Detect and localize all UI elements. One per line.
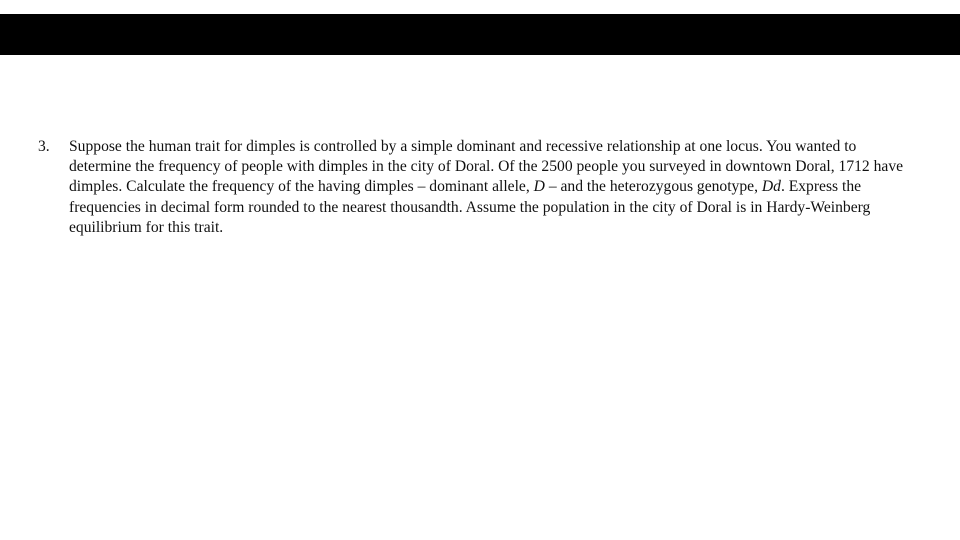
question-text-part-3: . Express the frequencies in decimal form rounded to the nearest thousandth. Assume the population in the city of Doral is in Hardy-Weinberg equilibrium for this trait.	[69, 178, 871, 236]
allele-symbol: D	[533, 178, 545, 196]
question-text	[69, 137, 918, 238]
genotype-symbol: Dd	[761, 178, 781, 196]
question-text-part-1: Suppose the human trait for dimples is controlled by a simple dominant and recessive relationship at one locus. You wanted to determine the frequency of people with dimples in the city of Doral. Of the 2500 people you surveyed in downtown Doral, 1712 have dimples. Calculate the frequency of the having dimples – dominant allele,	[69, 138, 904, 196]
top-black-bar	[0, 14, 960, 55]
question-item	[38, 137, 918, 238]
question-text-part-2: – and the heterozygous genotype,	[544, 178, 762, 196]
question-number: 3.	[38, 138, 50, 155]
